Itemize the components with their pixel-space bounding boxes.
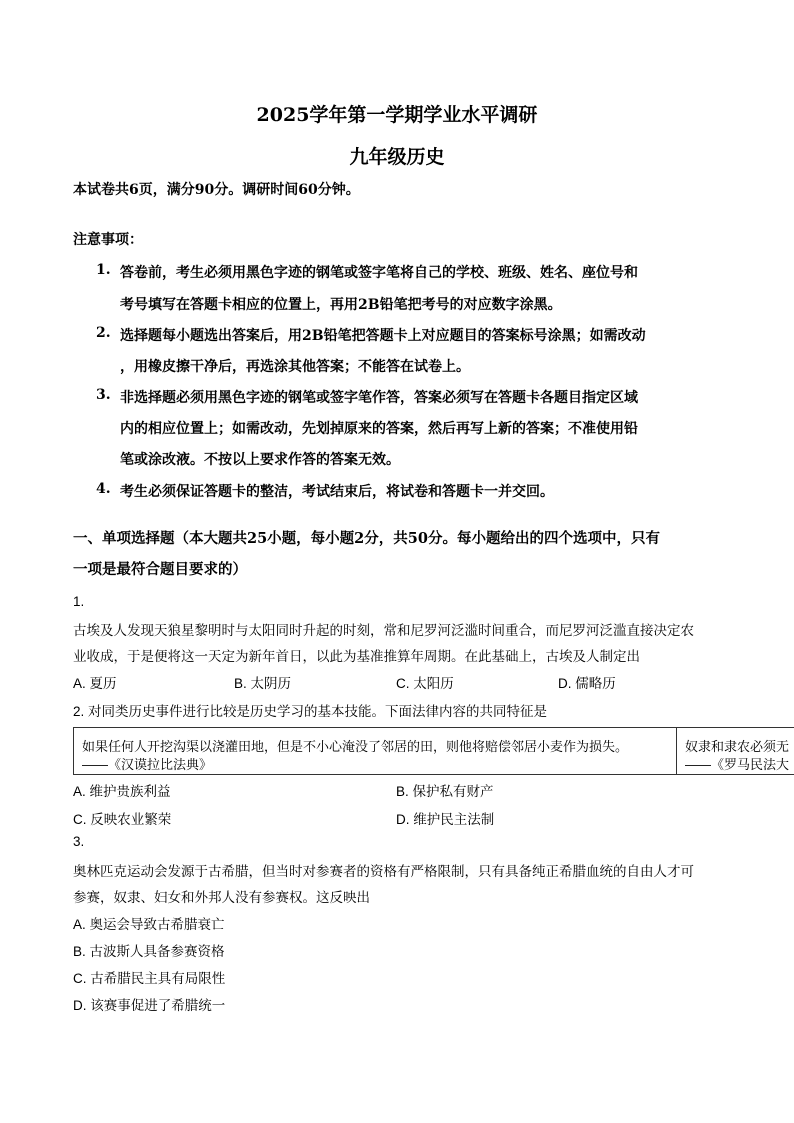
answer-option: A. 夏历	[73, 676, 117, 691]
answer-option: C. 太阳历	[396, 676, 454, 691]
notice-item-text: 考号填写在答题卡相应的位置上，再用2B铅笔把考号的对应数字涂黑。	[120, 297, 562, 313]
answer-option: B. 古波斯人具备参赛资格	[73, 944, 225, 959]
question-stem: 奥林匹克运动会发源于古希腊，但当时对参赛者的资格有严格限制，只有具备纯正希腊血统的自由人才可	[73, 864, 694, 879]
quote-divider	[676, 728, 677, 774]
answer-option: B. 太阴历	[234, 676, 292, 691]
notice-item-text: ，用橡皮擦干净后，再选涂其他答案；不能答在试卷上。	[120, 359, 470, 375]
notice-item-number: 3.	[96, 387, 111, 403]
section-title: 一项是最符合题目要求的）	[73, 561, 247, 578]
quote-text: 奴隶和隶农必须无	[685, 739, 790, 754]
notice-heading: 注意事项：	[73, 232, 143, 248]
question-stem: 2. 对同类历史事件进行比较是历史学习的基本技能。下面法律内容的共同特征是	[73, 704, 548, 719]
section-title: 一、单项选择题（本大题共25小题，每小题2分，共50分。每小题给出的四个选项中，只有	[73, 530, 660, 547]
notice-item-text: 答卷前，考生必须用黑色字迹的钢笔或签字笔将自己的学校、班级、姓名、座位号和	[120, 265, 638, 281]
notice-item-number: 4.	[96, 481, 111, 497]
answer-option: D. 该赛事促进了希腊统一	[73, 998, 226, 1013]
notice-item-text: 内的相应位置上；如需改动，先划掉原来的答案，然后再写上新的答案；不准使用铅	[120, 421, 638, 437]
answer-option: D. 维护民主法制	[396, 812, 495, 827]
quote-source: ——《罗马民法大	[685, 757, 790, 772]
quote-table	[73, 727, 794, 775]
question-stem: 古埃及人发现天狼星黎明时与太阳同时升起的时刻，常和尼罗河泛滥时间重合，而尼罗河泛滥直接决定农	[73, 623, 694, 638]
quote-source: ——《汉谟拉比法典》	[82, 757, 213, 772]
answer-option: A. 奥运会导致古希腊衰亡	[73, 917, 225, 932]
notice-item-text: 选择题每小题选出答案后，用2B铅笔把答题卡上对应题目的答案标号涂黑；如需改动	[120, 328, 646, 344]
exam-subject: 九年级历史	[349, 146, 445, 168]
answer-option: D. 儒略历	[558, 676, 616, 691]
exam-intro: 本试卷共6页，满分90分。调研时间60分钟。	[73, 182, 360, 198]
question-number: 3.	[73, 834, 85, 849]
notice-item-text: 考生必须保证答题卡的整洁，考试结束后，将试卷和答题卡一并交回。	[120, 484, 554, 500]
notice-item-number: 2.	[96, 325, 111, 341]
notice-item-text: 非选择题必须用黑色字迹的钢笔或签字笔作答，答案必须写在答题卡各题目指定区域	[120, 390, 638, 406]
question-number: 1.	[73, 594, 85, 609]
quote-text: 如果任何人开挖沟渠以浇灌田地，但是不小心淹没了邻居的田，则他将赔偿邻居小麦作为损失。	[82, 739, 629, 754]
exam-title: 2025学年第一学期学业水平调研	[256, 104, 538, 126]
notice-item-text: 笔或涂改液。不按以上要求作答的答案无效。	[120, 452, 400, 468]
answer-option: B. 保护私有财产	[396, 784, 494, 799]
answer-option: C. 古希腊民主具有局限性	[73, 971, 226, 986]
answer-option: A. 维护贵族利益	[73, 784, 171, 799]
question-stem: 业收成，于是便将这一天定为新年首日，以此为基准推算年周期。在此基础上，古埃及人制定出	[73, 649, 640, 664]
notice-item-number: 1.	[96, 262, 111, 278]
question-stem: 参赛，奴隶、妇女和外邦人没有参赛权。这反映出	[73, 890, 370, 905]
answer-option: C. 反映农业繁荣	[73, 812, 172, 827]
